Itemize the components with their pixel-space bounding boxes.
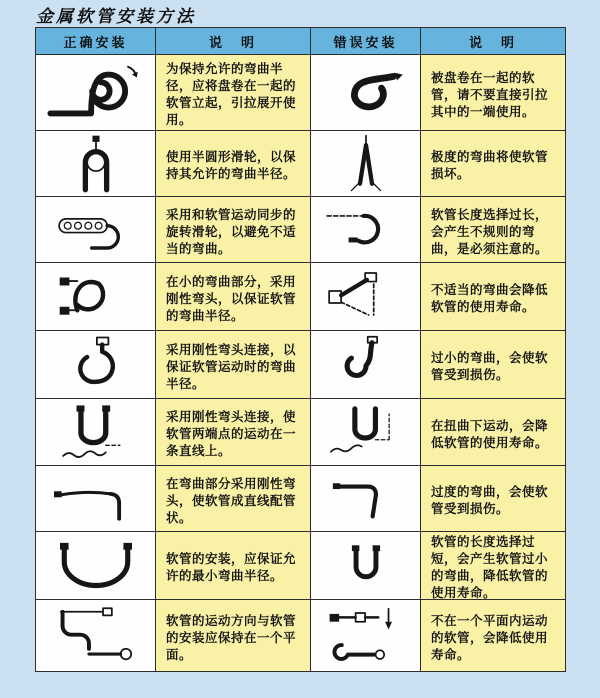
hose-too-small-bend-curl-icon xyxy=(320,335,412,395)
page-title: 金属软管安装方法 xyxy=(36,7,196,27)
correct-illustration-cell xyxy=(36,399,156,466)
wrong-illustration-cell xyxy=(311,197,421,263)
wrong-illustration-cell xyxy=(311,466,421,532)
wrong-description: 极度的弯曲将使软管损坏。 xyxy=(421,131,566,197)
wrong-description: 过小的弯曲，会使软管受到损伤。 xyxy=(421,331,566,399)
hose-too-long-irregular-loop-icon xyxy=(316,201,416,259)
correct-description: 采用和软管运动同步的旋转滑轮，以避免不适当的弯曲。 xyxy=(156,197,311,263)
wrong-description: 软管的长度选择过短，会产生软管过小的弯曲，降低软管的使用寿命。 xyxy=(421,532,566,600)
installation-table xyxy=(35,27,566,672)
hose-coil-upright-unrolling-icon xyxy=(42,59,150,127)
correct-illustration-cell xyxy=(36,131,156,197)
correct-illustration-cell xyxy=(36,600,156,672)
correct-description: 使用半圆形滑轮，以保持其允许的弯曲半径。 xyxy=(156,131,311,197)
header-wrong-description: 说 明 xyxy=(421,28,566,55)
wrong-illustration-cell xyxy=(311,331,421,399)
wrong-illustration-cell xyxy=(311,131,421,197)
correct-illustration-cell xyxy=(36,55,156,131)
wrong-description: 不在一个平面内运动的软管，会降低使用寿命。 xyxy=(421,600,566,672)
wrong-description: 被盘卷在一起的软管，请不要直接引拉其中的一端使用。 xyxy=(421,55,566,131)
wrong-illustration-cell xyxy=(311,532,421,600)
hose-out-of-plane-motion-icon xyxy=(314,603,418,669)
wrong-illustration-cell xyxy=(311,263,421,331)
hose-improper-bend-at-fittings-icon xyxy=(316,267,416,327)
correct-description: 在小的弯曲部分，采用刚性弯头，以保证软管的弯曲半径。 xyxy=(156,263,311,331)
correct-description: 为保持允许的弯曲半径，应将盘卷在一起的软管立起，引拉展开使用。 xyxy=(156,55,311,131)
correct-description: 在弯曲部分采用刚性弯头，使软管成直线配管状。 xyxy=(156,466,311,532)
correct-description: 采用刚性弯头连接，以保证软管运动时的弯曲半径。 xyxy=(156,331,311,399)
wrong-description: 过度的弯曲，会使软管受到损伤。 xyxy=(421,466,566,532)
wrong-illustration-cell xyxy=(311,399,421,466)
hose-coil-flat-end-pulled-icon xyxy=(316,61,416,125)
hose-loop-with-rigid-elbow-icon xyxy=(44,266,148,328)
hose-synchronized-rotating-pulley-icon xyxy=(42,200,150,260)
hose-u-endpoints-in-line-icon xyxy=(44,401,148,463)
hose-overbent-l-shape-icon xyxy=(318,470,414,528)
correct-illustration-cell xyxy=(36,331,156,399)
hose-straight-run-with-rigid-elbow-icon xyxy=(42,469,150,529)
wrong-illustration-cell xyxy=(311,55,421,131)
wrong-description: 在扭曲下运动，会降低软管的使用寿命。 xyxy=(421,399,566,466)
wrong-description: 不适当的弯曲会降低软管的使用寿命。 xyxy=(421,263,566,331)
hose-too-short-narrow-u-icon xyxy=(318,537,414,595)
correct-illustration-cell xyxy=(36,532,156,600)
hose-wide-u-minimum-bend-radius-icon xyxy=(41,536,151,596)
hose-motion-in-one-plane-icon xyxy=(40,603,152,669)
correct-illustration-cell xyxy=(36,197,156,263)
header-correct-installation: 正确安装 xyxy=(36,28,156,55)
correct-description: 软管的安装，应保证允许的最小弯曲半径。 xyxy=(156,532,311,600)
wrong-illustration-cell xyxy=(311,600,421,672)
wrong-description: 软管长度选择过长，会产生不规则的弯曲，是必须注意的。 xyxy=(421,197,566,263)
hose-over-semicircular-pulley-icon xyxy=(46,133,146,195)
header-wrong-installation: 错误安装 xyxy=(311,28,421,55)
correct-illustration-cell xyxy=(36,466,156,532)
hose-extreme-sharp-bend-icon xyxy=(318,134,414,194)
correct-illustration-cell xyxy=(36,263,156,331)
correct-description: 软管的运动方向与软管的安装应保持在一个平面。 xyxy=(156,600,311,672)
hose-p-loop-rigid-elbow-icon xyxy=(44,334,148,396)
header-correct-description: 说 明 xyxy=(156,28,311,55)
correct-description: 采用刚性弯头连接，使软管两端点的运动在一条直线上。 xyxy=(156,399,311,466)
hose-u-twisted-motion-icon xyxy=(316,402,416,462)
